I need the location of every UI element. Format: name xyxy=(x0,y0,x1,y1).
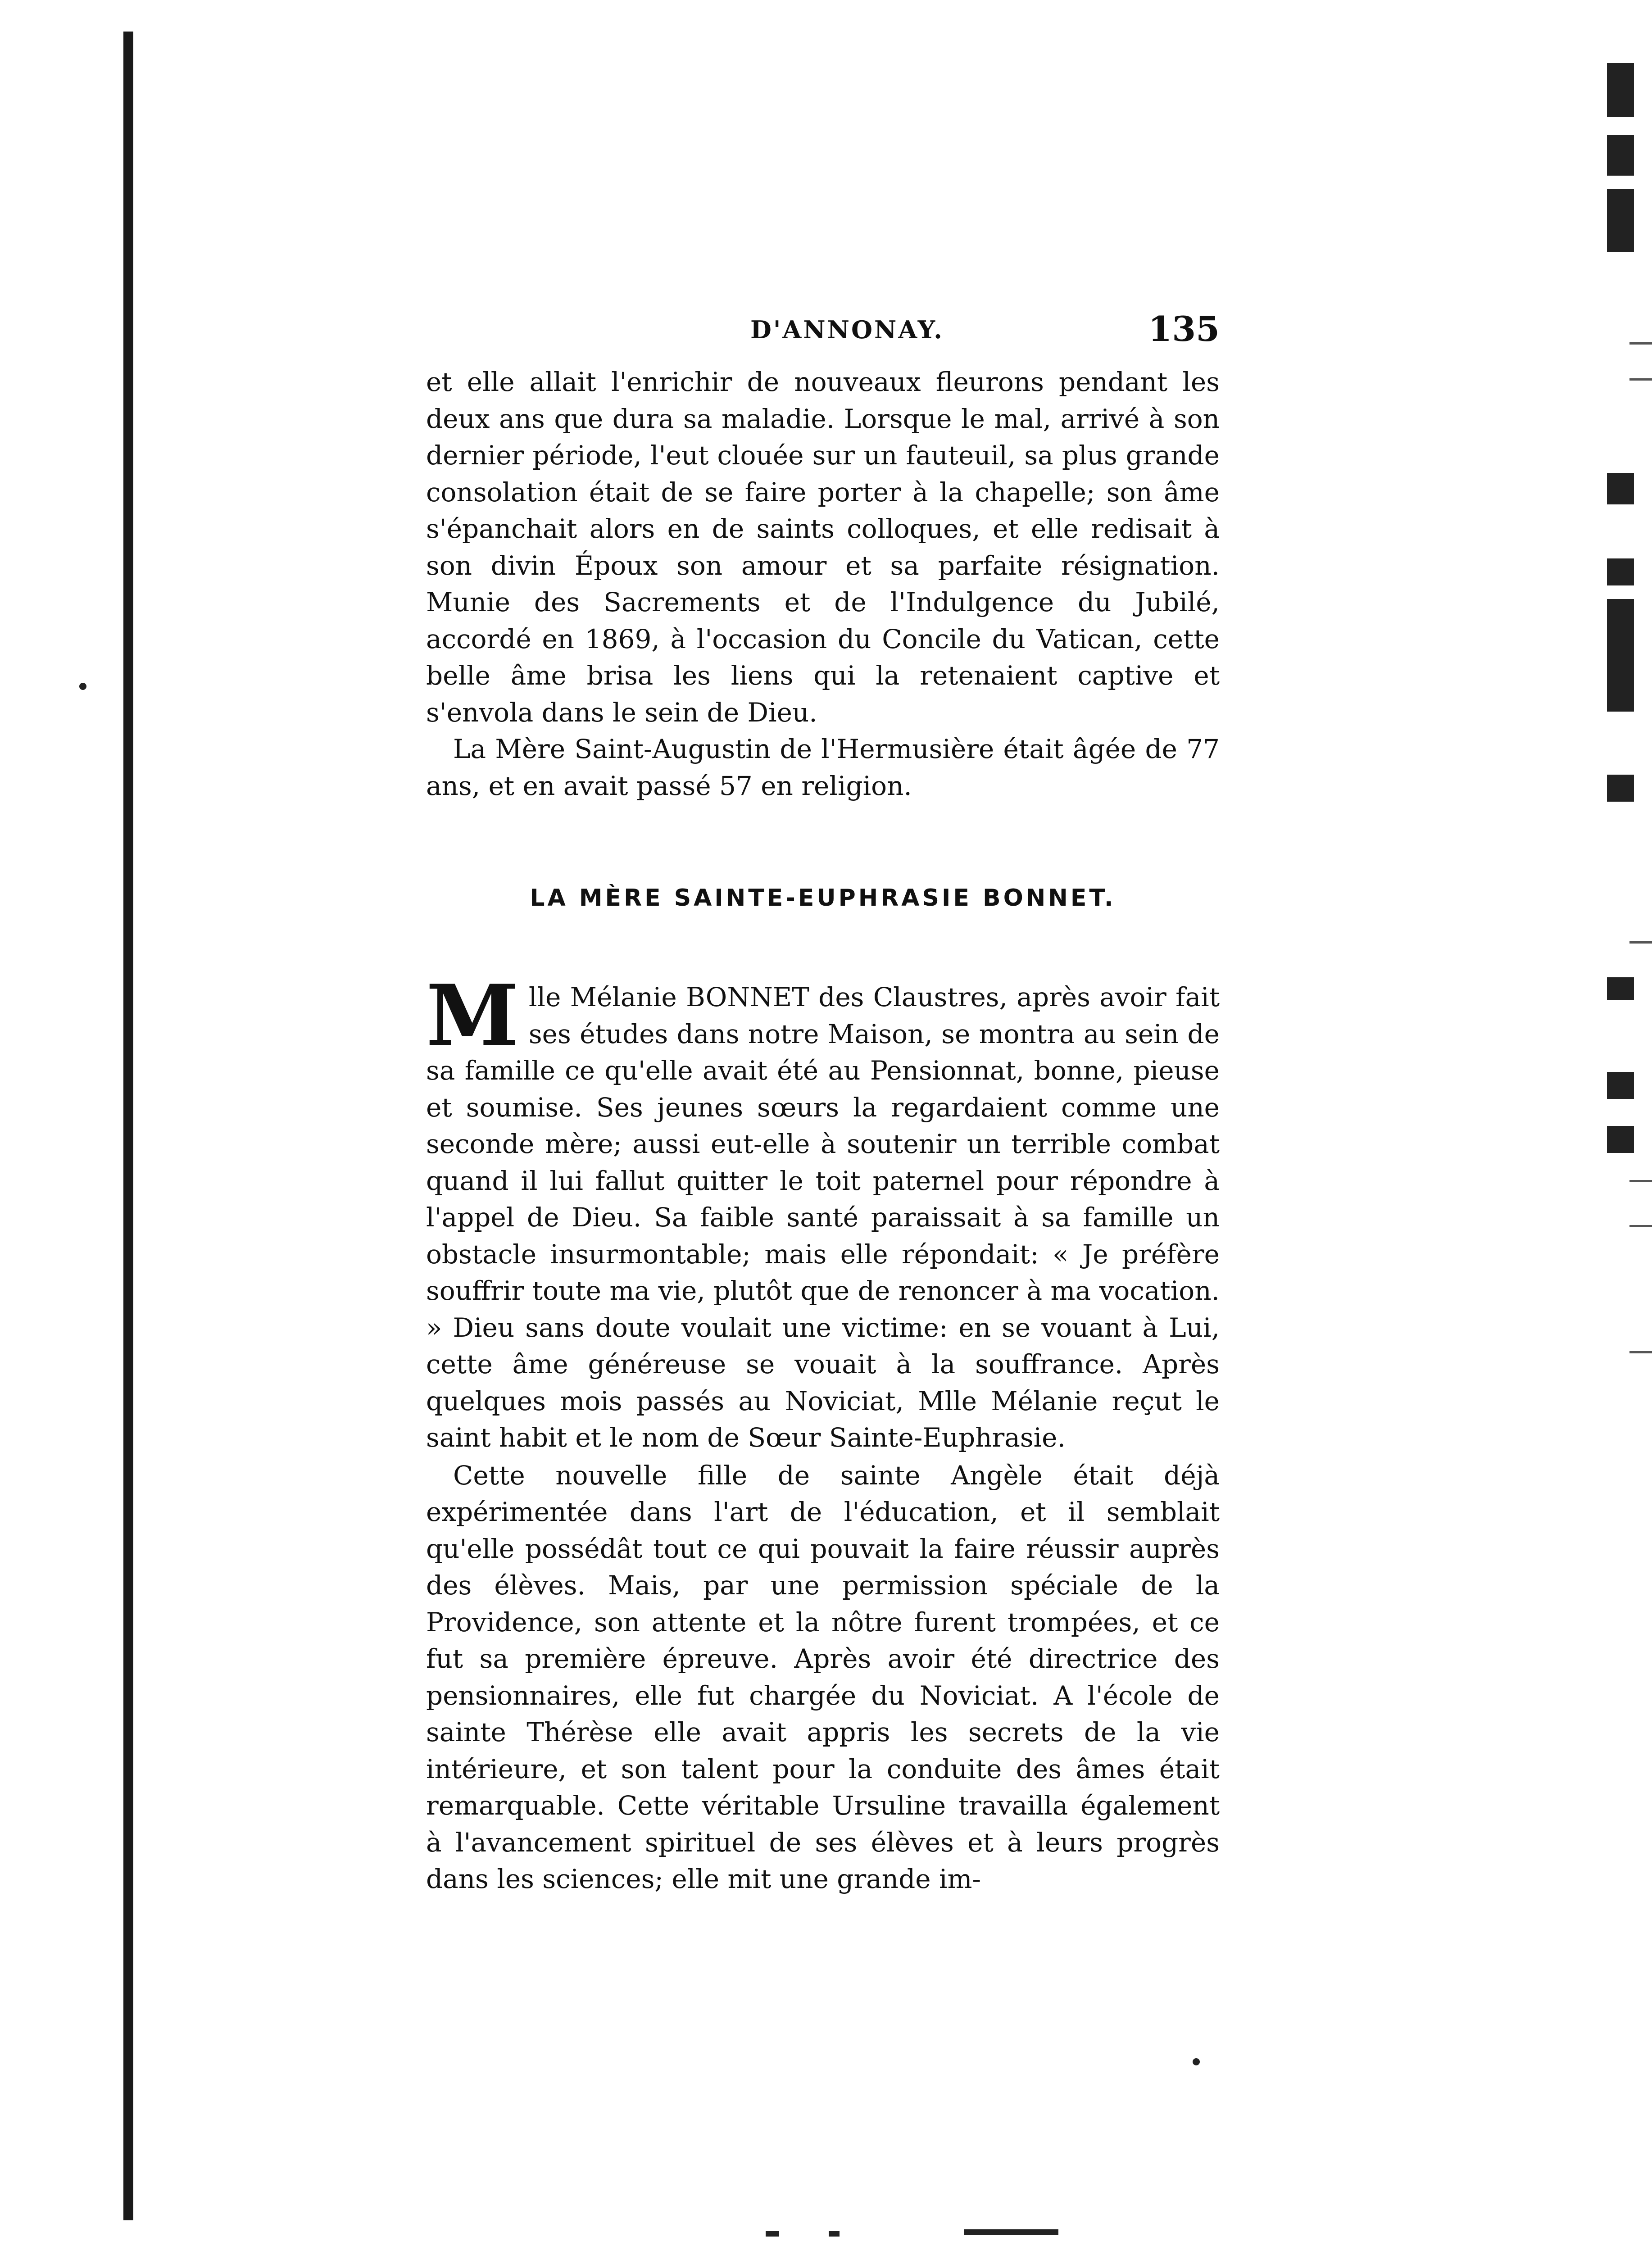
paragraph-with-dropcap xyxy=(426,966,1220,1456)
binding-shadow xyxy=(123,32,133,2220)
stray-dot xyxy=(1193,2058,1200,2065)
edge-mark xyxy=(1607,1072,1634,1099)
bottom-dash xyxy=(829,2231,840,2237)
paragraph-text: lle Mélanie BONNET des Claustres, après avoir fait ses études dans notre Maison, se montra au sein de sa famille ce qu'elle avait été au Pensionnat, bonne, pieuse et soumise. Ses jeunes sœurs la regardaient comme une seconde mère; aussi eut-elle à soutenir un terrible combat quand il lui fallut quitter le toit paternel pour répondre à l'appel de Dieu. Sa faible santé paraissait à sa famille un obstacle insurmontable; mais elle répondait: « Je préfère souffrir toute ma vie, plutôt que de renoncer à ma vocation. » Dieu sans doute voulait une victime: en se vouant à Lui, cette âme généreuse se vouait à la souffrance. Après quelques mois passés au Noviciat, Mlle Mélanie reçut le saint habit et le nom de Sœur Sainte-Euphrasie. xyxy=(426,982,1220,1453)
running-head: D'ANNONAY. xyxy=(750,315,944,344)
paragraph: La Mère Saint-Augustin de l'Hermusière était âgée de 77 ans, et en avait passé 57 en religion. xyxy=(426,734,1220,801)
edge-mark xyxy=(1607,775,1634,802)
page-edge-marks xyxy=(1589,0,1652,2246)
edge-tick xyxy=(1629,1351,1652,1353)
edge-tick xyxy=(1629,342,1652,345)
bottom-dash xyxy=(766,2231,779,2237)
book-page xyxy=(426,311,1220,1898)
drop-cap: M xyxy=(426,966,519,1065)
stray-dot xyxy=(79,683,86,690)
section-title: LA MÈRE SAINTE-EUPHRASIE BONNET. xyxy=(530,885,1116,912)
edge-tick xyxy=(1629,378,1652,381)
edge-tick xyxy=(1629,1225,1652,1227)
paragraph: Cette nouvelle fille de sainte Angèle était déjà expérimentée dans l'art de l'éducation, et il semblait qu'elle possédât tout ce qui pouvait la faire réussir auprès des élèves. Mais, par une permission spéciale de la Providence, son attente et la nôtre furent trompées, et ce fut sa première épreuve. Après avoir été directrice des pensionnaires, elle fut chargée du Noviciat. A l'école de sainte Thérèse elle avait appris les secrets de la vie intérieure, et son talent pour la conduite des âmes était remarquable. Cette véritable Ursuline travailla également à l'avancement spirituel de ses élèves et à leurs progrès dans les sciences; elle mit une grande im- xyxy=(426,1460,1220,1894)
edge-tick xyxy=(1629,1180,1652,1182)
page-number: 135 xyxy=(1148,309,1220,349)
page-header xyxy=(426,311,1220,364)
edge-mark xyxy=(1607,63,1634,117)
edge-mark xyxy=(1607,1126,1634,1153)
edge-mark xyxy=(1607,473,1634,504)
edge-mark xyxy=(1607,189,1634,252)
edge-mark xyxy=(1607,135,1634,176)
edge-tick xyxy=(1629,941,1652,944)
edge-mark xyxy=(1607,558,1634,585)
edge-mark xyxy=(1607,977,1634,1000)
paragraph: et elle allait l'enrichir de nouveaux fleurons pendant les deux ans que dura sa maladie. Lorsque le mal, arrivé à son dernier période, l'eut clouée sur un fauteuil, sa plus grande consolation était de se faire porter à la chapelle; son âme s'épanchait alors en de saints colloques, et elle redisait à son divin Époux son amour et sa parfaite résignation. Munie des Sacrements et de l'Indulgence du Jubilé, accordé en 1869, à l'occasion du Concile du Vatican, cette belle âme brisa les liens qui la retenaient captive et s'envola dans le sein de Dieu. xyxy=(426,367,1220,728)
bottom-dash xyxy=(964,2229,1058,2235)
edge-mark xyxy=(1607,658,1634,712)
